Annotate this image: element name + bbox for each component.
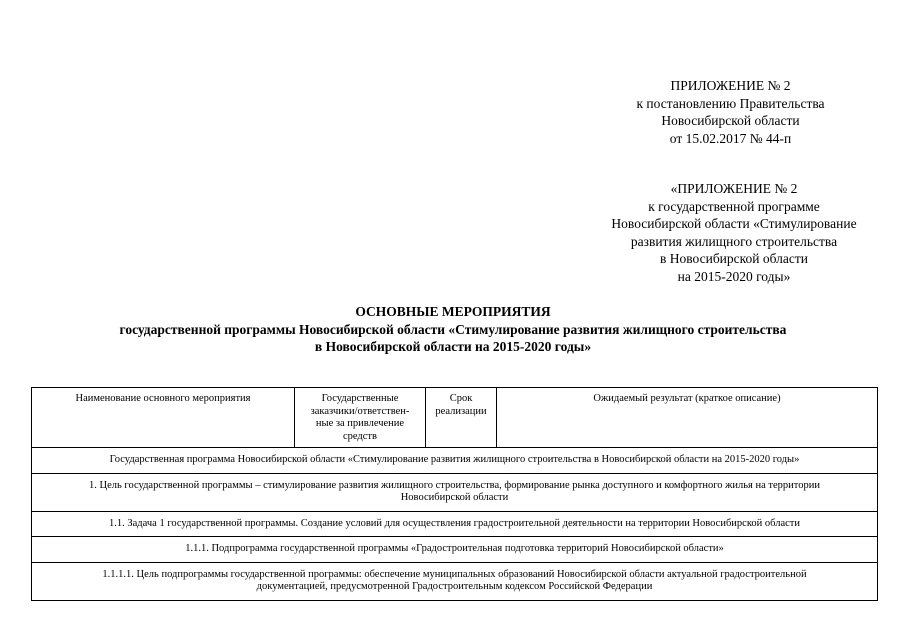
table-header-row: [32, 388, 878, 448]
subprogram-row: 1.1.1. Подпрограмма государственной программы «Градостроительная подготовка территорий Новосибирской области»: [32, 537, 878, 563]
title-line-2: государственной программы Новосибирской области «Стимулирование развития жилищного строительства: [119, 321, 787, 337]
subprogram-goal-row: 1.1.1.1. Цель подпрограммы государственной программы: обеспечение муниципальных образований Новосибирской области актуальной градостроительной документацией, предусмотренной Градостроительным кодексом Российской Федерации: [32, 562, 878, 600]
header-term: Срок реализации: [426, 388, 497, 448]
program-task-row: 1.1. Задача 1 государственной программы. Создание условий для осуществления градостроительной деятельности на территории Новосибирской области: [32, 511, 878, 537]
table-row: [32, 511, 878, 537]
program-attachment-header: [588, 180, 880, 285]
program-attachment-line-6: на 2015-2020 годы»: [677, 268, 791, 284]
table-row: [32, 448, 878, 474]
resolution-attachment-line-1: ПРИЛОЖЕНИЕ № 2: [670, 78, 791, 93]
resolution-attachment-line-2: к постановлению Правительства: [636, 95, 825, 111]
main-measures-table: [31, 387, 878, 601]
header-expected-result: Ожидаемый результат (краткое описание): [497, 388, 878, 448]
program-attachment-line-1: «ПРИЛОЖЕНИЕ № 2: [670, 181, 798, 196]
resolution-attachment-line-3: Новосибирской области: [661, 113, 800, 128]
program-row: Государственная программа Новосибирской области «Стимулирование развития жилищного строительства в Новосибирской области на 2015-2020 годы»: [32, 448, 878, 474]
program-attachment-line-3: Новосибирской области «Стимулирование: [611, 216, 857, 231]
header-measure-name: Наименование основного мероприятия: [32, 388, 295, 448]
header-customers: Государственные заказчики/ответствен- ные за привлечение средств: [295, 388, 426, 448]
title-line-3: в Новосибирской области на 2015-2020 годы»: [314, 339, 592, 354]
resolution-attachment-header: [598, 77, 863, 147]
table-row: [32, 473, 878, 511]
program-attachment-line-2: к государственной программе: [648, 198, 820, 214]
document-title: [30, 303, 876, 356]
program-attachment-line-4: развития жилищного строительства: [630, 233, 838, 249]
program-attachment-line-5: в Новосибирской области: [659, 251, 809, 266]
table-row: [32, 537, 878, 563]
program-goal-row: 1. Цель государственной программы – стимулирование развития жилищного строительства, формирование рынка доступного и комфортного жилья на территории Новосибирской области: [32, 473, 878, 511]
resolution-attachment-line-4: от 15.02.2017 № 44-п: [669, 130, 792, 146]
table-row: [32, 562, 878, 600]
title-line-1: ОСНОВНЫЕ МЕРОПРИЯТИЯ: [355, 304, 551, 319]
